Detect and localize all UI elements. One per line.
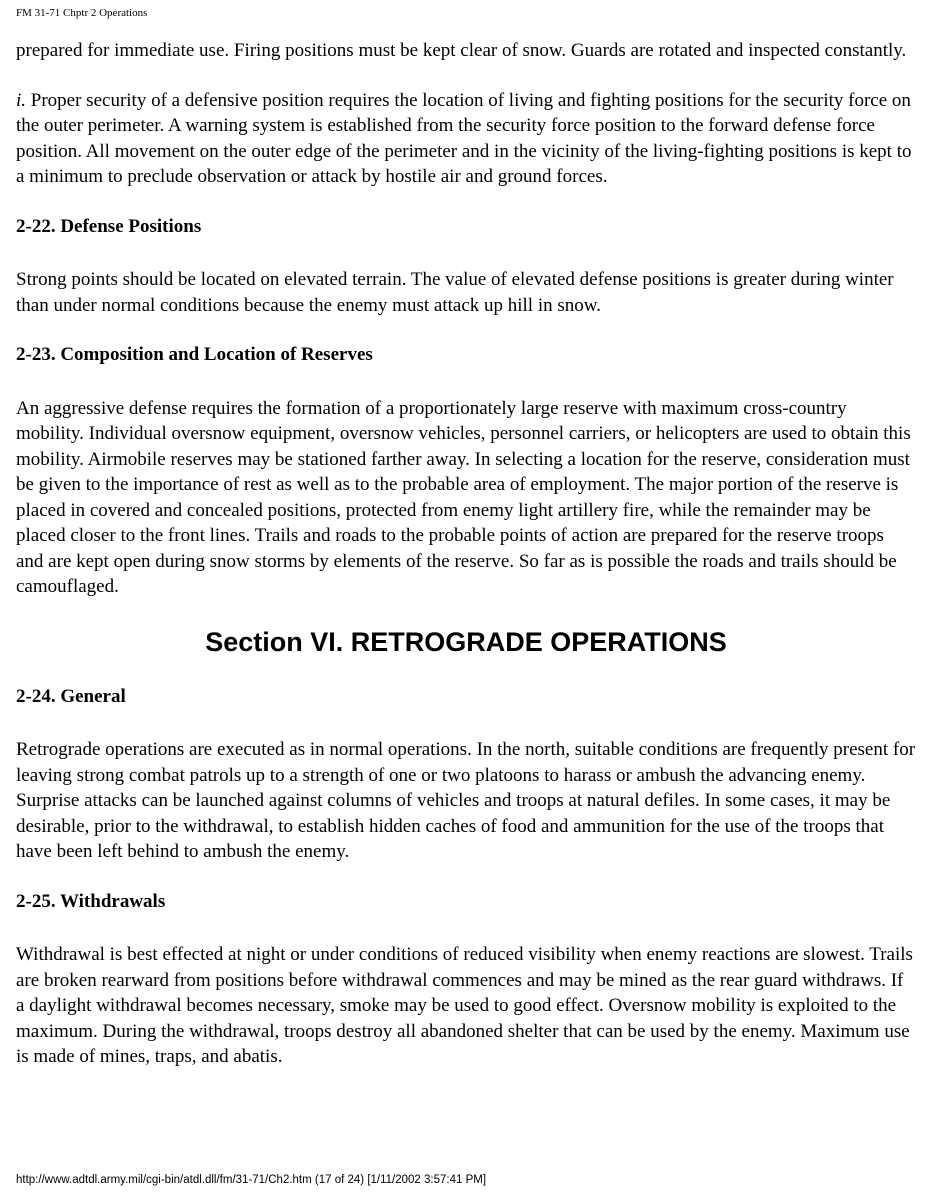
item-i-text: Proper security of a defensive position requires the location of living and fighting positions for the security force on the outer perimeter. A warning system is established from the security force position to the forward defense force position. All movement on the outer edge of the perimeter and in the vicinity of the living-fighting positions is kept to a minimum to preclude observation or attack by hostile air and ground forces. (16, 89, 912, 187)
section-2-22-heading: 2-22. Defense Positions (16, 215, 202, 237)
section-2-25-heading: 2-25. Withdrawals (16, 890, 166, 912)
page-footer (16, 1173, 486, 1187)
source-url-line: http://www.adtdl.army.mil/cgi-bin/atdl.dll/fm/31-71/Ch2.htm (17 of 24) [1/11/2002 3:57:41 PM] (16, 1174, 487, 1186)
section-2-24-text: Retrograde operations are executed as in normal operations. In the north, suitable conditions are frequently present for leaving strong combat patrols up to a strength of one or two platoons to harass or ambush the advancing enemy. Surprise attacks can be launched against columns of vehicles and troops at natural defiles. In some cases, it may be desirable, prior to the withdrawal, to establish hidden caches of food and ammunition for the use of the troops that have been left behind to ambush the enemy. (16, 739, 916, 862)
document-body (16, 38, 916, 1070)
section-vi-title: Section VI. RETROGRADE OPERATIONS (205, 626, 727, 657)
section-2-22-text: Strong points should be located on elevated terrain. The value of elevated defense positions is greater during winter than under normal conditions because the enemy must attack up hill in snow. (16, 269, 894, 316)
item-i-label: i. (16, 89, 27, 111)
section-2-23-heading: 2-23. Composition and Location of Reserves (16, 344, 373, 365)
page-header (16, 6, 147, 20)
item-i-paragraph (16, 88, 916, 190)
section-2-24-heading: 2-24. General (16, 685, 126, 707)
section-2-25-text: Withdrawal is best effected at night or under conditions of reduced visibility when enemy reactions are slowest. Trails are broken rearward from positions before withdrawal commences and may be mined as the rear guard withdraws. If a daylight withdrawal becomes necessary, smoke may be used to good effect. Oversnow mobility is exploited to the maximum. During the withdrawal, troops destroy all abandoned shelter that can be used by the enemy. Maximum use is made of mines, traps, and abatis. (16, 944, 913, 1067)
intro-paragraph: prepared for immediate use. Firing positions must be kept clear of snow. Guards are rotated and inspected constantly. (16, 40, 907, 61)
running-title: FM 31-71 Chptr 2 Operations (16, 7, 148, 19)
section-2-23-text: An aggressive defense requires the formation of a proportionately large reserve with maximum cross-country mobility. Individual oversnow equipment, oversnow vehicles, personnel carriers, or helicopters are used to obtain this mobility. Airmobile reserves may be stationed farther away. In selecting a location for the reserve, consideration must be given to the importance of rest as well as to the probable area of employment. The major portion of the reserve is placed in covered and concealed positions, protected from enemy light artillery fire, while the remainder may be placed closer to the front lines. Trails and roads to the probable points of action are prepared for the reserve troops and are kept open during snow storms by elements of the reserve. So far as is possible the roads and trails should be camouflaged. (16, 397, 911, 597)
